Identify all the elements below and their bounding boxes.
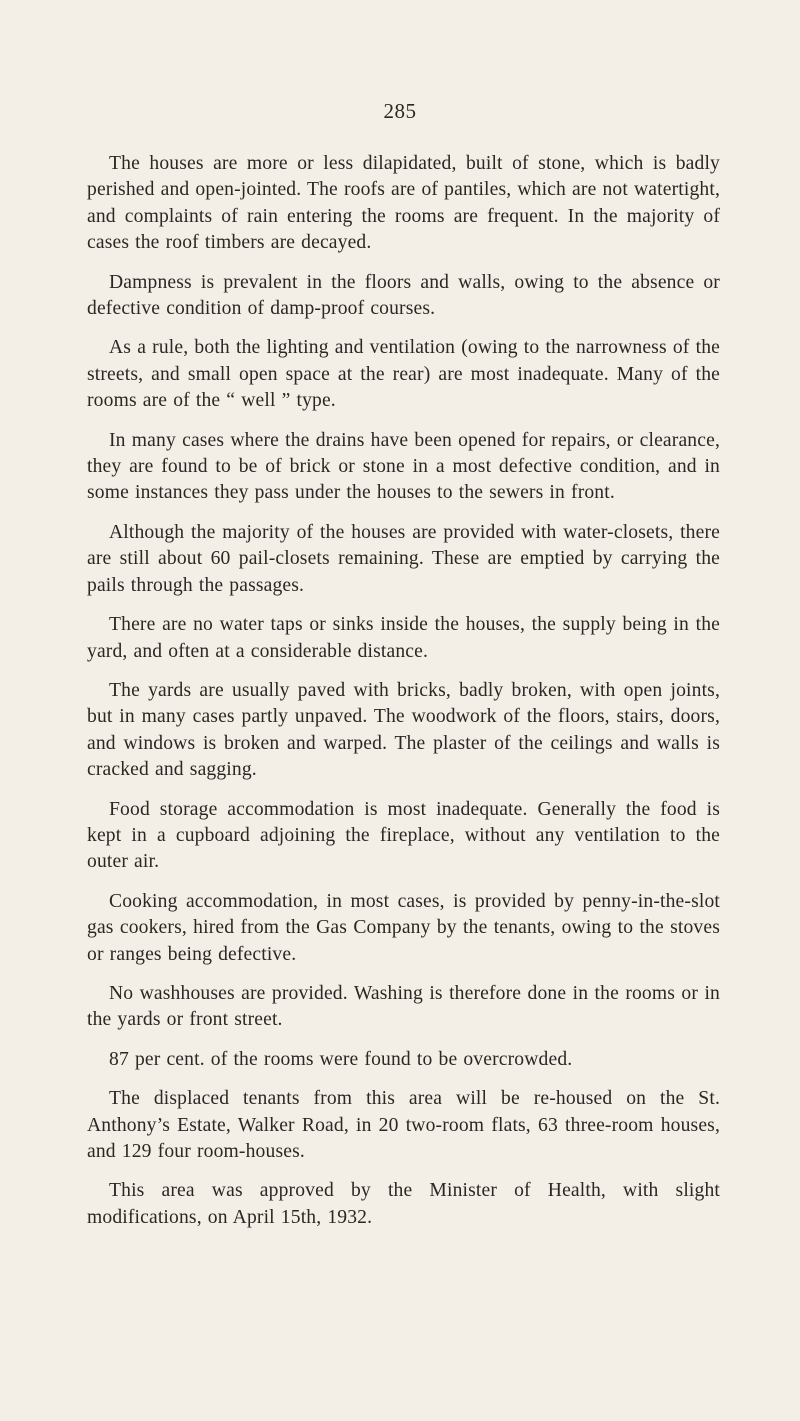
paragraph-approval: This area was approved by the Minister of Health, with slight modifications, on April 15th, 1932.: [87, 1180, 720, 1228]
paragraph-water-supply: There are no water taps or sinks inside the houses, the supply being in the yard, and often at a considerable distance.: [87, 614, 720, 662]
paragraph-house-condition: The houses are more or less dilapidated, built of stone, which is badly perished and open-jointed. The roofs are of pantiles, which are not watertight, and complaints of rain entering the rooms are frequent. In the majority of cases the roof timbers are decayed.: [87, 153, 720, 254]
paragraph-drains: In many cases where the drains have been opened for repairs, or clearance, they are found to be of brick or stone in a most defective condition, and in some instances they pass under the houses to the sewers in front.: [87, 429, 720, 504]
paragraph-overcrowding: 87 per cent. of the rooms were found to be overcrowded.: [109, 1048, 573, 1070]
paragraph-lighting-ventilation: As a rule, both the lighting and ventilation (owing to the narrowness of the streets, and small open space at the rear) are most inadequate. Many of the rooms are of the “ well ” type.: [87, 337, 720, 412]
paragraph-yards-woodwork: The yards are usually paved with bricks, badly broken, with open joints, but in many cases partly unpaved. The woodwork of the floors, stairs, doors, and windows is broken and warped. The plaster of the ceilings and walls is cracked and sagging.: [87, 679, 720, 781]
paragraph-food-storage: Food storage accommodation is most inadequate. Generally the food is kept in a cupboard adjoining the fireplace, without any ventilation to the outer air.: [87, 798, 720, 873]
paragraph-rehousing: The displaced tenants from this area will be re-housed on the St. Anthony’s Estate, Walker Road, in 20 two-room flats, 63 three-room houses, and 129 four room-houses.: [87, 1088, 720, 1162]
body-text: [87, 151, 720, 1244]
paragraph-dampness: Dampness is prevalent in the floors and walls, owing to the absence or defective condition of damp-proof courses.: [87, 271, 720, 320]
page-number: 285: [383, 99, 417, 123]
paragraph-closets: Although the majority of the houses are provided with water-closets, there are still about 60 pail-closets remaining. These are emptied by carrying the pails through the passages.: [87, 521, 720, 596]
paragraph-washhouses: No washhouses are provided. Washing is therefore done in the rooms or in the yards or front street.: [87, 982, 720, 1031]
paragraph-cooking: Cooking accommodation, in most cases, is provided by penny-in-the-slot gas cookers, hired from the Gas Company by the tenants, owing to the stoves or ranges being defective.: [87, 890, 720, 965]
